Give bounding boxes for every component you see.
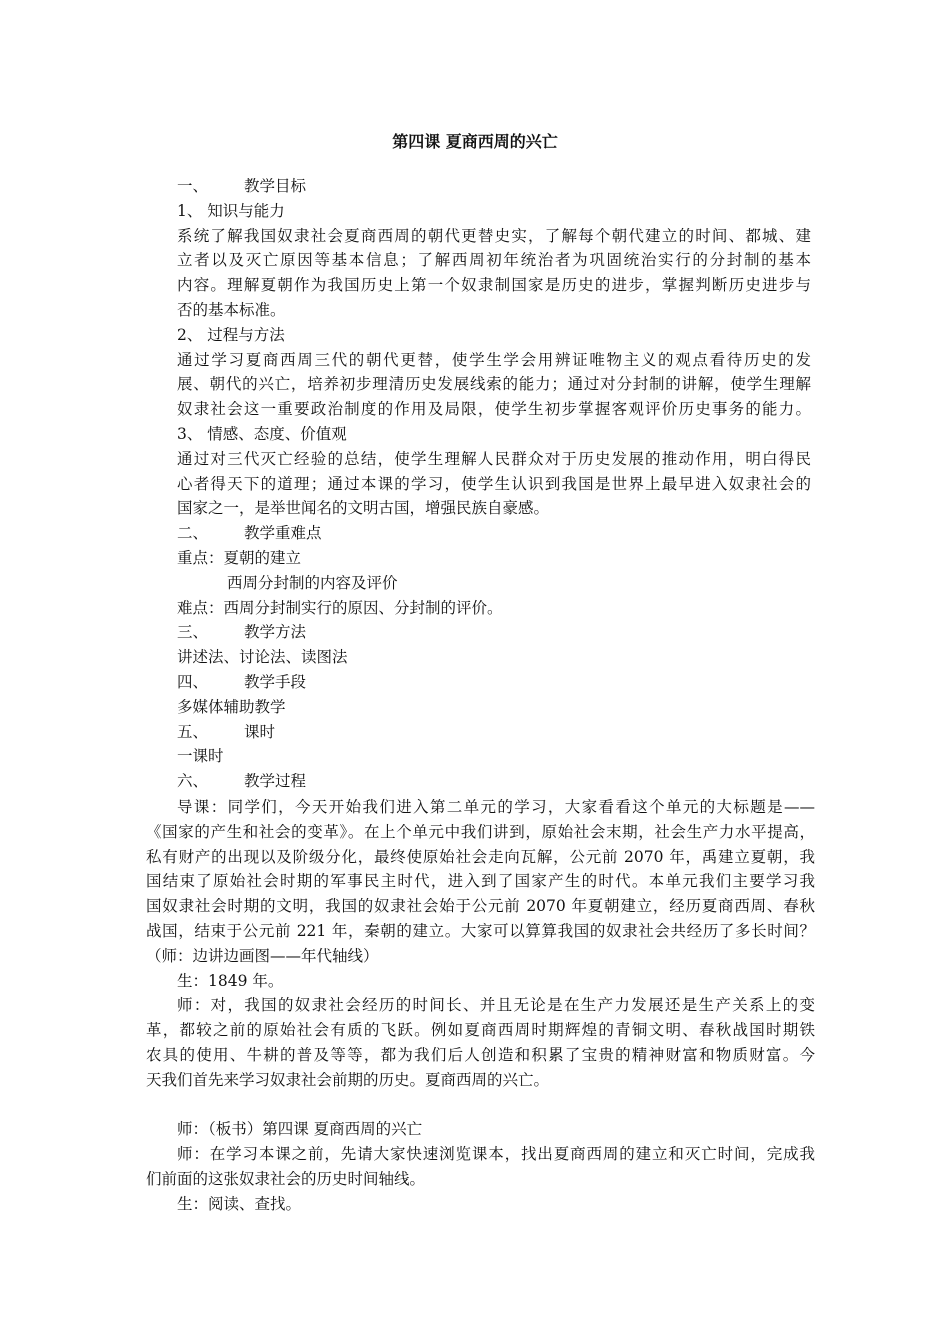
section-title: 教学手段 [244,672,307,691]
paragraph-line: 展、朝代的兴亡，培养初步理清历史发展线索的能力；通过对分封制的讲解，使学生理解 [177,375,811,394]
section-heading [177,670,811,695]
paragraph-line: 心者得天下的道理；通过本课的学习，使学生认识到我国是世界上最早进入奴隶社会的 [177,474,811,493]
section-number: 三、 [177,623,209,642]
section-heading [177,720,811,745]
section-title: 教学过程 [244,772,307,791]
paragraph-line: 国结束了原始社会时期的军事民主时代，进入到了国家产生的时代。本单元我们主要学习我 [146,872,815,891]
section-number: 一、 [177,177,209,195]
section-text: 讲述法、讨论法、读图法 [177,648,348,667]
paragraph-line: 通过对三代灭亡经验的总结，使学生理解人民群众对于历史发展的推动作用，明白得民 [177,449,811,468]
paragraph-line: （师：边讲边画图——年代轴线） [146,946,379,965]
subheading: 1、 知识与能力 [177,201,285,220]
subheading: 3、 情感、态度、价值观 [177,424,347,443]
key-point: 西周分封制的内容及评价 [227,573,398,592]
paragraph-line: 系统了解我国奴隶社会夏商西周的朝代更替史实，了解每个朝代建立的时间、都城、建 [177,226,811,245]
board-writing: 师：（板书）第四课 夏商西周的兴亡 [177,1120,423,1139]
paragraph-line: 通过学习夏商西周三代的朝代更替，使学生学会用辨证唯物主义的观点看待历史的发 [177,350,811,369]
section-number: 五、 [177,722,209,741]
key-point: 重点：夏朝的建立 [177,548,302,567]
section-heading [177,521,811,546]
paragraph-line: 国奴隶社会时期的文明，我国的奴隶社会始于公元前 2070 年夏朝建立，经历夏商西周、春秋 [146,897,815,916]
section-number: 四、 [177,672,209,691]
paragraph-line: 《国家的产生和社会的变革》。在上个单元中我们讲到，原始社会末期，社会生产力水平提高， [146,822,815,841]
teaching-process-body [146,795,815,1217]
paragraph-line: 导课：同学们，今天开始我们进入第二单元的学习，大家看看这个单元的大标题是—— [177,798,815,816]
section-title: 教学方法 [244,623,307,642]
paragraph-line: 立者以及灭亡原因等基本信息；了解西周初年统治者为巩固统治实行的分封制的基本 [177,251,811,270]
paragraph-line: 内容。理解夏朝作为我国历史上第一个奴隶制国家是历史的进步，掌握判断历史进步与 [177,276,811,295]
paragraph-line: 战国，结束于公元前 221 年，秦朝的建立。大家可以算算我国的奴隶社会共经历了多长时间？ [146,921,815,940]
paragraph-line: 农具的使用、牛耕的普及等等，都为我们后人创造和积累了宝贵的精神财富和物质财富。今 [146,1045,815,1064]
section-heading [177,620,811,645]
section-title: 教学重难点 [244,524,322,543]
section-title: 教学目标 [244,177,307,195]
blank-line [146,1093,815,1118]
paragraph-line: 革，都较之前的原始社会有质的飞跃。例如夏商西周时期辉煌的青铜文明、春秋战国时期铁 [146,1021,815,1040]
paragraph-line: 天我们首先来学习奴隶社会前期的历史。夏商西周的兴亡。 [146,1070,550,1089]
section-number: 二、 [177,524,209,543]
student-answer: 生：阅读、查找。 [177,1194,302,1213]
section-number: 六、 [177,772,209,791]
lesson-title: 第四课 夏商西周的兴亡 [392,132,558,151]
paragraph-line: 私有财产的出现以及阶级分化，最终使原始社会走向瓦解，公元前 2070 年，禹建立夏朝，我 [146,847,815,866]
section-title: 课时 [244,722,276,741]
paragraph-line: 师：对，我国的奴隶社会经历的时间长、并且无论是在生产力发展还是生产关系上的变 [177,996,815,1015]
paragraph-line: 否的基本标准。 [177,300,286,319]
section-text: 多媒体辅助教学 [177,697,286,716]
subheading: 2、 过程与方法 [177,325,285,344]
paragraph-line: 们前面的这张奴隶社会的历史时间轴线。 [146,1169,426,1188]
section-teaching-goals [177,174,811,794]
section-heading [177,174,811,199]
paragraph-line: 师：在学习本课之前，先请大家快速浏览课本，找出夏商西周的建立和灭亡时间，完成我 [177,1145,815,1164]
difficult-point: 难点：西周分封制实行的原因、分封制的评价。 [177,598,503,617]
section-heading [177,769,811,794]
section-text: 一课时 [177,747,224,766]
student-answer: 生：1849 年。 [177,971,284,990]
paragraph-line: 国家之一，是举世闻名的文明古国，增强民族自豪感。 [177,499,550,518]
paragraph-line: 奴隶社会这一重要政治制度的作用及局限，使学生初步掌握客观评价历史事务的能力。 [177,400,811,419]
